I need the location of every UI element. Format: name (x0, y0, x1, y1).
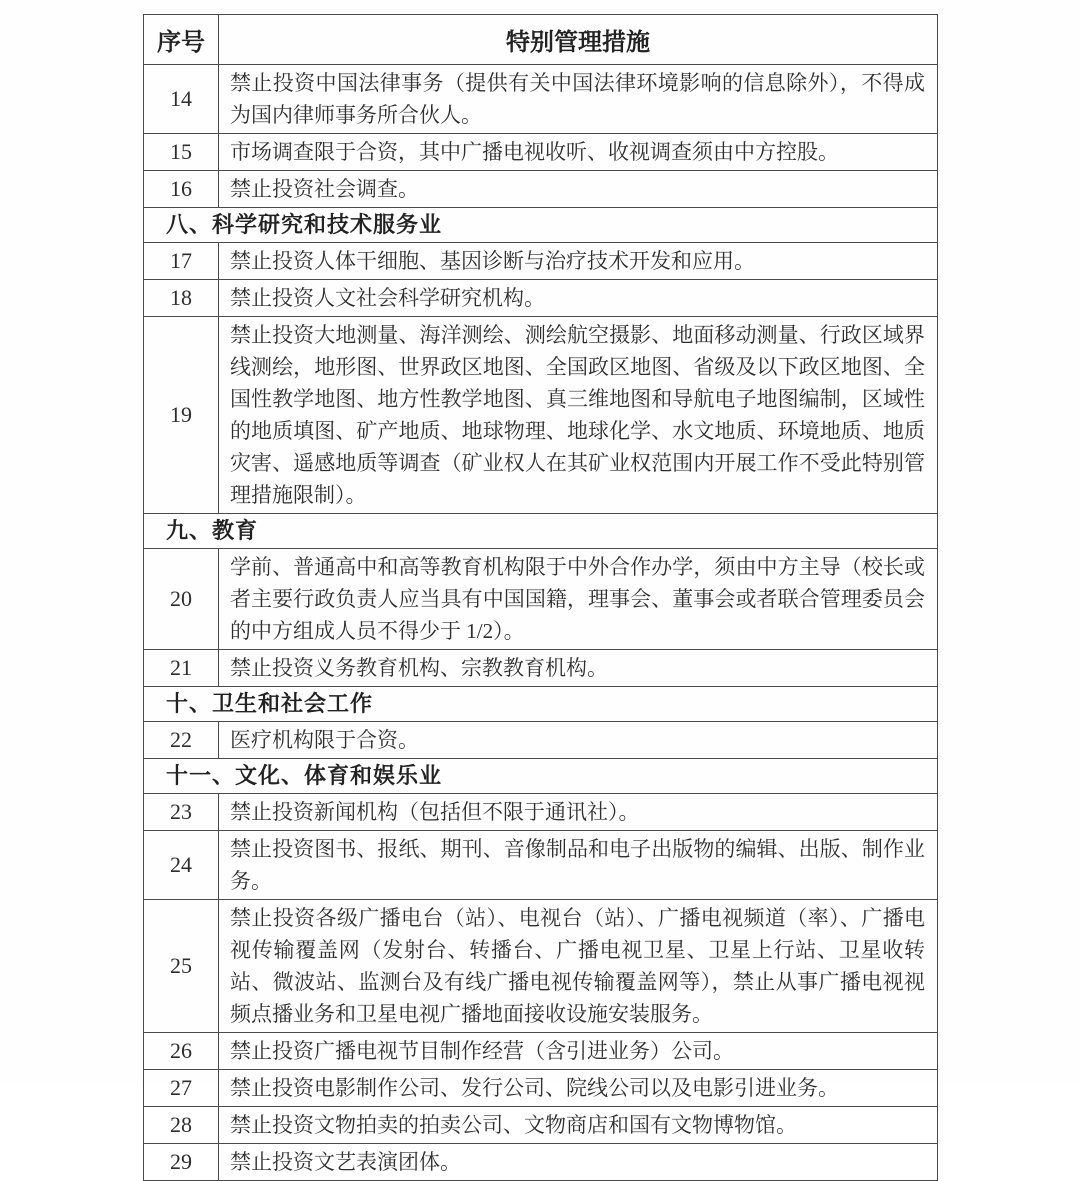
row-number: 23 (144, 794, 219, 831)
measure-text: 禁止投资人体干细胞、基因诊断与治疗技术开发和应用。 (219, 243, 938, 280)
row-number: 21 (144, 650, 219, 687)
measures-table-body (144, 65, 938, 1181)
measure-text: 禁止投资社会调查。 (219, 171, 938, 208)
table-row (144, 1033, 938, 1070)
column-header-measure: 特别管理措施 (219, 15, 938, 65)
table-row (144, 134, 938, 171)
row-number: 26 (144, 1033, 219, 1070)
row-number: 16 (144, 171, 219, 208)
section-row (144, 514, 938, 549)
section-title: 九、教育 (144, 514, 938, 549)
row-number: 17 (144, 243, 219, 280)
measure-text: 禁止投资新闻机构（包括但不限于通讯社）。 (219, 794, 938, 831)
row-number: 27 (144, 1070, 219, 1107)
table-row (144, 317, 938, 514)
measure-text: 医疗机构限于合资。 (219, 722, 938, 759)
measure-text: 禁止投资电影制作公司、发行公司、院线公司以及电影引进业务。 (219, 1070, 938, 1107)
section-row (144, 208, 938, 243)
row-number: 28 (144, 1107, 219, 1144)
row-number: 22 (144, 722, 219, 759)
table-header-row (144, 15, 938, 65)
row-number: 15 (144, 134, 219, 171)
table-row (144, 280, 938, 317)
table-row (144, 65, 938, 134)
section-row (144, 759, 938, 794)
measure-text: 禁止投资大地测量、海洋测绘、测绘航空摄影、地面移动测量、行政区域界线测绘，地形图、世界政区地图、全国政区地图、省级及以下政区地图、全国性教学地图、地方性教学地图、真三维地图和导航电子地图编制，区域性的地质填图、矿产地质、地球物理、地球化学、水文地质、环境地质、地质灾害、遥感地质等调查（矿业权人在其矿业权范围内开展工作不受此特别管理措施限制）。 (219, 317, 938, 514)
table-row (144, 1107, 938, 1144)
row-number: 14 (144, 65, 219, 134)
row-number: 19 (144, 317, 219, 514)
section-row (144, 687, 938, 722)
measure-text: 禁止投资各级广播电台（站）、电视台（站）、广播电视频道（率）、广播电视传输覆盖网（发射台、转播台、广播电视卫星、卫星上行站、卫星收转站、微波站、监测台及有线广播电视传输覆盖网等），禁止从事广播电视视频点播业务和卫星电视广播地面接收设施安装服务。 (219, 900, 938, 1033)
table-row (144, 1144, 938, 1181)
row-number: 25 (144, 900, 219, 1033)
measure-text: 禁止投资文物拍卖的拍卖公司、文物商店和国有文物博物馆。 (219, 1107, 938, 1144)
table-row (144, 722, 938, 759)
measure-text: 禁止投资文艺表演团体。 (219, 1144, 938, 1181)
section-title: 十一、文化、体育和娱乐业 (144, 759, 938, 794)
table-row (144, 243, 938, 280)
table-row (144, 831, 938, 900)
row-number: 18 (144, 280, 219, 317)
measure-text: 禁止投资图书、报纸、期刊、音像制品和电子出版物的编辑、出版、制作业务。 (219, 831, 938, 900)
table-row (144, 549, 938, 650)
table-row (144, 171, 938, 208)
row-number: 20 (144, 549, 219, 650)
measure-text: 市场调查限于合资，其中广播电视收听、收视调查须由中方控股。 (219, 134, 938, 171)
table-row (144, 1070, 938, 1107)
special-measures-table (143, 14, 938, 1181)
table-row (144, 650, 938, 687)
measure-text: 禁止投资广播电视节目制作经营（含引进业务）公司。 (219, 1033, 938, 1070)
table-row (144, 900, 938, 1033)
row-number: 24 (144, 831, 219, 900)
measure-text: 禁止投资义务教育机构、宗教教育机构。 (219, 650, 938, 687)
table-row (144, 794, 938, 831)
column-header-number: 序号 (144, 15, 219, 65)
section-title: 八、科学研究和技术服务业 (144, 208, 938, 243)
measure-text: 禁止投资人文社会科学研究机构。 (219, 280, 938, 317)
section-title: 十、卫生和社会工作 (144, 687, 938, 722)
row-number: 29 (144, 1144, 219, 1181)
measure-text: 禁止投资中国法律事务（提供有关中国法律环境影响的信息除外），不得成为国内律师事务所合伙人。 (219, 65, 938, 134)
measure-text: 学前、普通高中和高等教育机构限于中外合作办学，须由中方主导（校长或者主要行政负责人应当具有中国国籍，理事会、董事会或者联合管理委员会的中方组成人员不得少于 1/2）。 (219, 549, 938, 650)
